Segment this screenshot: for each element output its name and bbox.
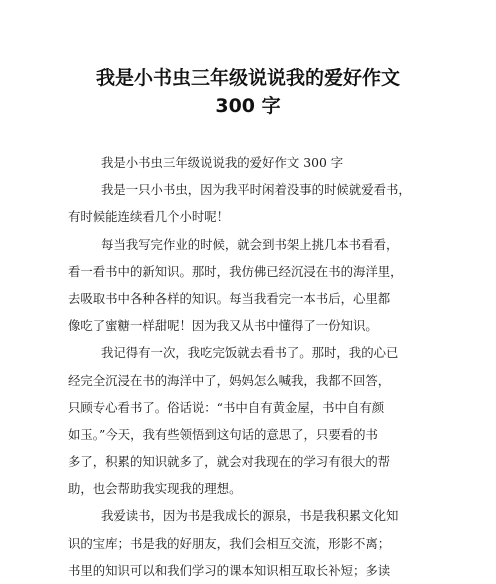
text-line: 多了，积累的知识就多了，就会对我现在的学习有很大的帮: [68, 454, 391, 470]
text-line: 经完全沉浸在书的海洋中了，妈妈怎么喊我，我都不回答，: [68, 372, 391, 388]
text-line: 我是小书虫三年级说说我的爱好作文 300 字: [101, 155, 344, 170]
text-line: 识的宝库；书是我的好朋友，我们会相互交流，形影不离；: [68, 535, 391, 551]
text-line: 只顾专心看书了。俗话说：“书中自有黄金屋，书中自有颜: [68, 399, 385, 415]
text-line: 如玉。”今天，我有些领悟到这句话的意思了，只要看的书: [68, 426, 378, 442]
text-line: 像吃了蜜糖一样甜呢！因为我又从书中懂得了一份知识。: [68, 318, 378, 334]
text-line: 每当我写完作业的时候，就会到书架上挑几本书看看，: [101, 236, 399, 252]
text-line: 助，也会帮助我实现我的理想。: [68, 481, 242, 497]
essay-body: [68, 149, 430, 584]
text-line: 我记得有一次，我吃完饭就去看书了。那时，我的心已: [101, 345, 399, 361]
text-line: 我爱读书，因为书是我成长的源泉，书是我积累文化知: [101, 508, 399, 524]
text-line: 去吸取书中各种各样的知识。每当我看完一本书后，心里都: [68, 290, 391, 306]
text-line: 书里的知识可以和我们学习的课本知识相互取长补短；多读: [68, 562, 391, 578]
document-title-line-2: 300 字: [215, 95, 281, 117]
document-title-line-1: 我是小书虫三年级说说我的爱好作文: [95, 67, 400, 89]
text-line: 有时候能连续看几个小时呢！: [68, 209, 230, 225]
text-line: 我是一只小书虫，因为我平时闲着没事的时候就爱看书，: [101, 182, 411, 198]
text-line: 看一看书中的新知识。那时，我仿佛已经沉浸在书的海洋里，: [68, 263, 403, 279]
